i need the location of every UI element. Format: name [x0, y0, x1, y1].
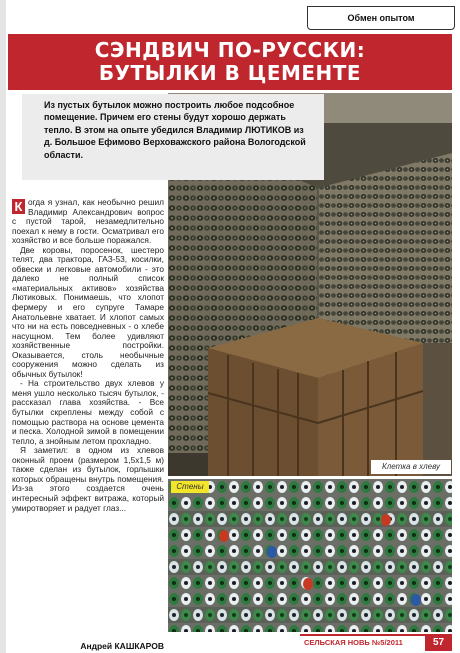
footer-magazine-name: СЕЛЬСКАЯ НОВЬ №5/2011 [300, 634, 425, 649]
article-title [8, 34, 452, 85]
body-paragraph: Я заметил: в одном из хлевов оконный проем (размером 1,5х1,5 м) также сделан из бутылок, горлышки которых обращены внутрь помещения. Из-за этого создается очень интересный эффект витража, который умиротворяет и радует глаз... [12, 445, 164, 513]
photo-caption-barn: Клетка в хлеву [371, 460, 451, 474]
section-label: Обмен опытом [307, 6, 455, 30]
body-paragraph [12, 198, 164, 246]
bottle-wall-photo [168, 479, 452, 632]
article-body [12, 198, 164, 638]
body-paragraph: Две коровы, поросенок, шестеро телят, два трактора, ГАЗ-53, косилки, обвески и легковые автомобили - это далеко не полный список «материальных активов» хозяйства Лютиковых. Понимаешь, что хлопот фермеру и его супруге Тамаре Анатольевне хватает. И хлопот самых что ни на есть повседневных - о хлебе насущном. Тем более удивляют хозяйственные постройки. Оказывается, столь необычные сооружения можно сделать из обычных бутылок! [12, 244, 164, 379]
colored-bottles-illustration [168, 479, 452, 632]
title-line-2: БУТЫЛКИ В ЦЕМЕНТЕ [98, 61, 362, 85]
page-number: 57 [425, 634, 452, 651]
body-paragraph: - На строительство двух хлевов у меня ушло несколько тысяч бутылок, - рассказал глава хозяйства. - Все бутылки скреплены между собой с помощью раствора на основе цемента и песка. Холодной зимой в помещении тепло, а знойным летом прохладно. [12, 378, 164, 446]
page-edge [0, 0, 6, 653]
drop-cap: К [12, 199, 25, 214]
lead-paragraph: Из пустых бутылок можно построить любое подсобное помещение. Причем его стены будут хорошо держать тепло. В этом на опыте убедился Владимир ЛЮТИКОВ из д. Большое Ефимово Верховажского района Вологодской области. [44, 100, 306, 160]
photo-caption-walls: Стены [171, 481, 209, 493]
author-byline: Андрей КАШКАРОВ [80, 641, 164, 651]
title-band [8, 34, 452, 90]
paragraph-text: огда я узнал, как необычно решил Владимир Александрович вопрос с пустой тарой, незамедлительно поехал к нему в гости. Осматривал его хозяйство и все больше поражался. [12, 198, 164, 246]
lead-paragraph-box [22, 94, 324, 180]
title-line-1: СЭНДВИЧ ПО-РУССКИ: [94, 38, 366, 62]
